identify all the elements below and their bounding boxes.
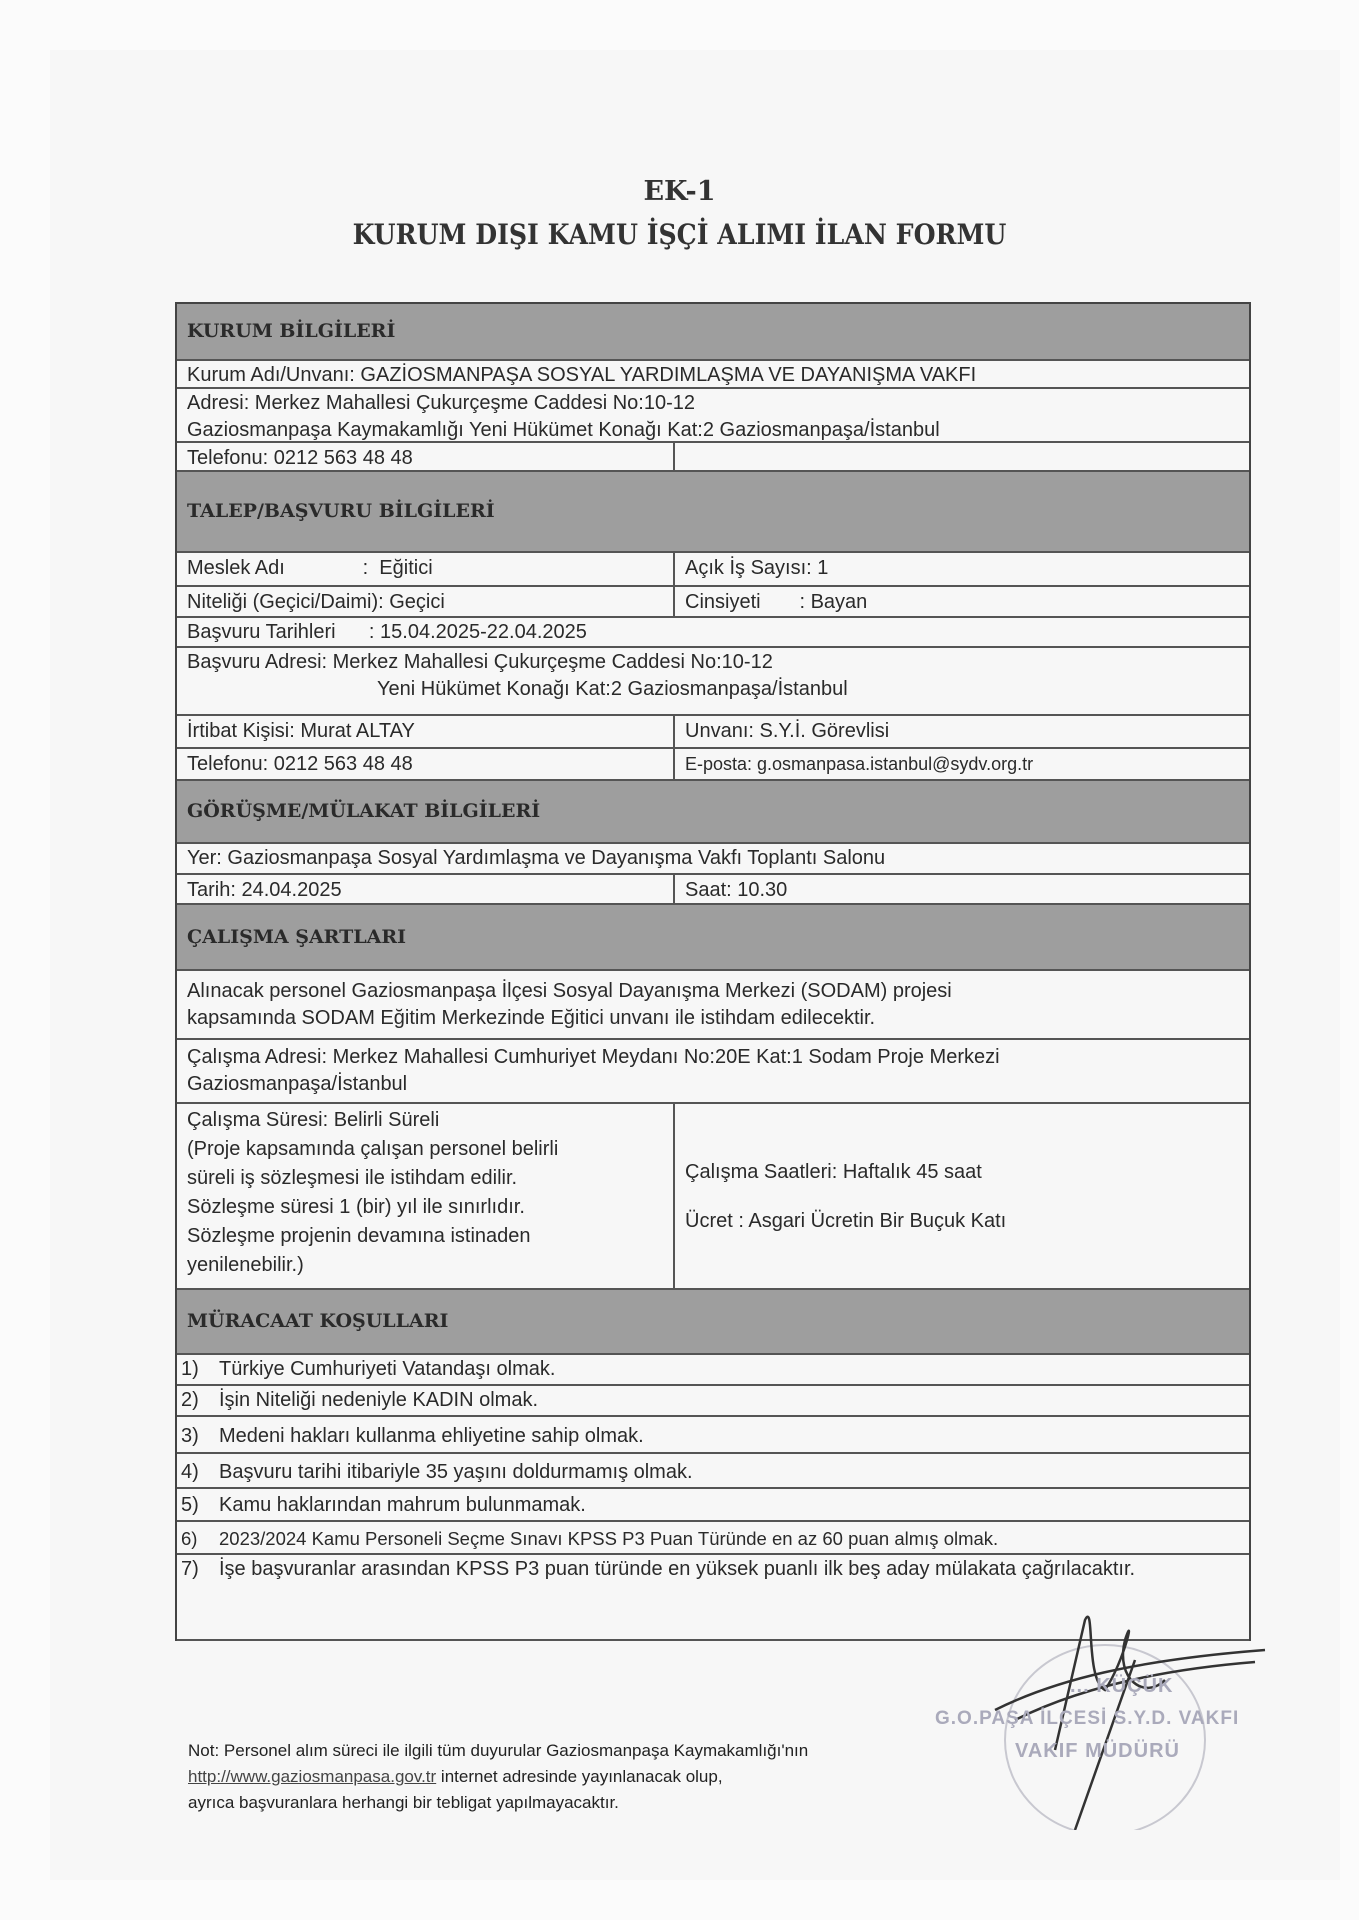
- kurum-address-line1: Adresi: Merkez Mahallesi Çukurçeşme Caddesi No:10-12: [187, 392, 695, 414]
- stamp-org: G.O.PAŞA İLÇESİ S.Y.D. VAKFI: [935, 1708, 1240, 1729]
- sure-line: süreli iş sözleşmesi ile istihdam edilir.: [187, 1167, 518, 1189]
- condition-text: İşin Niteliği nedeniyle KADIN olmak.: [219, 1389, 539, 1411]
- calisma-adresi: [177, 1040, 1249, 1104]
- signature-stamp: [935, 1600, 1275, 1830]
- nitelik: Niteliği (Geçici/Daimi): Geçici: [187, 591, 445, 613]
- stamp-title: VAKIF MÜDÜRÜ: [1015, 1740, 1180, 1762]
- condition-number: 6): [181, 1528, 198, 1549]
- section-talep: TALEP/BAŞVURU BİLGİLERİ: [177, 472, 1249, 553]
- condition-text: Kamu haklarından mahrum bulunmamak.: [219, 1494, 586, 1516]
- kurum-address: [177, 389, 1249, 443]
- note-line2: internet adresinde yayınlanacak olup,: [436, 1767, 723, 1786]
- sure-line: Sözleşme süresi 1 (bir) yıl ile sınırlıdır.: [187, 1196, 525, 1218]
- condition-item: [177, 1489, 1249, 1522]
- basvuru-tarihleri: Başvuru Tarihleri : 15.04.2025-22.04.2025: [177, 618, 1249, 648]
- section-calisma: ÇALIŞMA ŞARTLARI: [177, 905, 1249, 971]
- website-link[interactable]: http://www.gaziosmanpasa.gov.tr: [188, 1767, 437, 1786]
- calisma-detay: [673, 1104, 1249, 1288]
- note-line3: ayrıca başvuranlara herhangi bir tebligat yapılmayacaktır.: [188, 1793, 619, 1812]
- calisma-suresi: [187, 1104, 673, 1280]
- condition-number: 3): [181, 1425, 199, 1447]
- section-kurum: KURUM BİLGİLERİ: [177, 304, 1249, 361]
- empty-cell: [673, 443, 1249, 470]
- basvuru-adresi-line1: Başvuru Adresi: Merkez Mahallesi Çukurçeşme Caddesi No:10-12: [187, 651, 773, 673]
- basvuru-adresi: [177, 648, 1249, 716]
- basvuru-adresi-line2: Yeni Hükümet Konağı Kat:2 Gaziosmanpaşa/İstanbul: [377, 678, 848, 700]
- condition-text: İşe başvuranlar arasından KPSS P3 puan türünde en yüksek puanlı ilk beş aday mülakata çağrılacaktır.: [219, 1558, 1136, 1580]
- condition-number: 1): [181, 1358, 199, 1380]
- cinsiyet: Cinsiyeti : Bayan: [673, 587, 1249, 616]
- calisma-aciklama: [177, 971, 1249, 1040]
- condition-text: Medeni hakları kullanma ehliyetine sahip olmak.: [219, 1425, 644, 1447]
- condition-number: 4): [181, 1461, 199, 1483]
- condition-item: [177, 1355, 1249, 1386]
- ucret: Ücret : Asgari Ücretin Bir Buçuk Katı: [685, 1210, 1007, 1232]
- mulakat-yer: Yer: Gaziosmanpaşa Sosyal Yardımlaşma ve Dayanışma Vakfı Toplantı Salonu: [177, 844, 1249, 875]
- kurum-address-line2: Gaziosmanpaşa Kaymakamlığı Yeni Hükümet Konağı Kat:2 Gaziosmanpaşa/İstanbul: [187, 419, 940, 441]
- note-line1: Not: Personel alım süreci ile ilgili tüm duyurular Gaziosmanpaşa Kaymakamlığı'nın: [188, 1741, 809, 1760]
- form-title: KURUM DIŞI KAMU İŞÇİ ALIMI İLAN FORMU: [352, 218, 1007, 251]
- eposta: E-posta: g.osmanpasa.istanbul@sydv.org.tr: [673, 749, 1249, 779]
- kurum-phone-row: [177, 443, 1249, 472]
- mulakat-saat: Saat: 10.30: [673, 875, 1249, 903]
- meslek-row: [177, 553, 1249, 587]
- sure-line: (Proje kapsamında çalışan personel belirli: [187, 1138, 559, 1160]
- condition-text: 2023/2024 Kamu Personeli Seçme Sınavı KPSS P3 Puan Türünde en az 60 puan almış olmak.: [219, 1528, 999, 1549]
- irtibat-kisisi: İrtibat Kişisi: Murat ALTAY: [187, 720, 415, 742]
- calisma-saatleri: Çalışma Saatleri: Haftalık 45 saat: [685, 1161, 982, 1183]
- condition-item: [177, 1454, 1249, 1489]
- condition-item: [177, 1522, 1249, 1555]
- nitelik-row: [177, 587, 1249, 618]
- condition-text: Türkiye Cumhuriyeti Vatandaşı olmak.: [219, 1358, 556, 1380]
- condition-item: [177, 1386, 1249, 1417]
- sure-line: yenilenebilir.): [187, 1254, 304, 1276]
- condition-number: 7): [181, 1558, 199, 1580]
- kurum-name: Kurum Adı/Unvanı: GAZİOSMANPAŞA SOSYAL YARDIMLAŞMA VE DAYANIŞMA VAKFI: [177, 361, 1249, 389]
- section-muracaat: MÜRACAAT KOŞULLARI: [177, 1290, 1249, 1355]
- iletisim-row: [177, 749, 1249, 781]
- calisma-adresi-line1: Çalışma Adresi: Merkez Mahallesi Cumhuriyet Meydanı No:20E Kat:1 Sodam Proje Merkezi: [187, 1046, 1000, 1068]
- section-gorusme: GÖRÜŞME/MÜLAKAT BİLGİLERİ: [177, 781, 1249, 844]
- kurum-phone: Telefonu: 0212 563 48 48: [187, 447, 413, 469]
- sure-line: Sözleşme projenin devamına istinaden: [187, 1225, 531, 1247]
- meslek: Meslek Adı : Eğitici: [187, 557, 433, 579]
- talep-phone: Telefonu: 0212 563 48 48: [187, 753, 413, 775]
- form-table: [175, 302, 1251, 1641]
- condition-text: Başvuru tarihi itibariyle 35 yaşını doldurmamış olmak.: [219, 1461, 693, 1483]
- stamp-name: ... KÜÇÜK: [1070, 1675, 1174, 1697]
- calisma-sure-row: [177, 1104, 1249, 1290]
- condition-number: 5): [181, 1494, 199, 1516]
- mulakat-tarih-row: [177, 875, 1249, 905]
- calisma-aciklama-line1: Alınacak personel Gaziosmanpaşa İlçesi Sosyal Dayanışma Merkezi (SODAM) projesi: [187, 979, 952, 1002]
- calisma-adresi-line2: Gaziosmanpaşa/İstanbul: [187, 1073, 408, 1095]
- calisma-aciklama-line2: kapsamında SODAM Eğitim Merkezinde Eğitici unvanı ile istihdam edilecektir.: [187, 1006, 876, 1029]
- condition-number: 2): [181, 1389, 199, 1411]
- annex-label: EK-1: [643, 176, 716, 207]
- irtibat-row: [177, 716, 1249, 749]
- condition-item: [177, 1417, 1249, 1454]
- footer-note: [188, 1738, 808, 1816]
- sure-line: Çalışma Süresi: Belirli Süreli: [187, 1109, 440, 1131]
- unvan: Unvanı: S.Y.İ. Görevlisi: [673, 716, 1249, 747]
- mulakat-tarih: Tarih: 24.04.2025: [187, 879, 342, 901]
- acik-is: Açık İş Sayısı: 1: [673, 553, 1249, 585]
